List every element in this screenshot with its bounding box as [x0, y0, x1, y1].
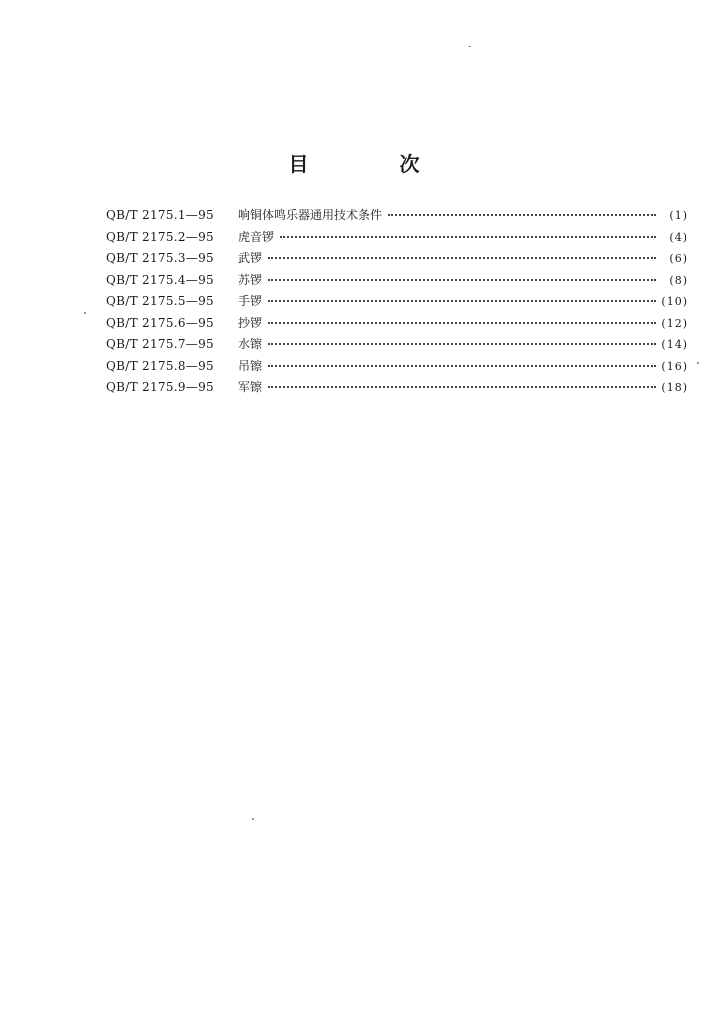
page-number: (1) — [669, 209, 688, 222]
page-number: (16) — [661, 359, 688, 373]
dot-leader — [268, 333, 656, 345]
dot-leader — [268, 376, 656, 388]
dot-leader — [268, 290, 656, 302]
toc-entry — [106, 313, 688, 335]
standard-number: QB/T 2175.9—95 — [106, 380, 214, 394]
page-number: (18) — [661, 381, 688, 394]
dot-leader — [268, 312, 656, 324]
toc-entry — [106, 356, 688, 378]
entry-title: 吊镲 — [238, 358, 263, 373]
standard-number: QB/T 2175.7—95 — [106, 337, 214, 351]
dot-leader — [280, 226, 656, 238]
entry-title: 手锣 — [238, 294, 263, 308]
entry-title: 军镲 — [238, 380, 263, 394]
toc-entry — [106, 377, 688, 399]
entry-title: 虎音锣 — [238, 229, 275, 244]
standard-number: QB/T 2175.8—95 — [106, 358, 214, 373]
standard-number: QB/T 2175.3—95 — [106, 251, 214, 265]
entry-title: 抄锣 — [238, 315, 263, 330]
page-number: (10) — [661, 295, 688, 308]
standard-number: QB/T 2175.5—95 — [106, 294, 214, 308]
page-number: (8) — [669, 273, 688, 287]
entry-title: 苏锣 — [238, 272, 263, 287]
entry-title: 响铜体鸣乐器通用技术条件 — [238, 208, 383, 222]
standard-number: QB/T 2175.2—95 — [106, 229, 214, 244]
dot-leader — [268, 247, 656, 259]
scan-speck — [697, 362, 699, 364]
page-number: (4) — [669, 230, 688, 244]
page-number: (6) — [669, 252, 688, 265]
scan-speck — [84, 312, 86, 314]
standard-number: QB/T 2175.6—95 — [106, 315, 214, 330]
toc-entry — [106, 270, 688, 292]
scan-speck — [468, 46, 471, 47]
standard-number: QB/T 2175.1—95 — [106, 208, 214, 222]
dot-leader — [268, 269, 656, 281]
dot-leader — [268, 355, 656, 367]
toc-entry — [106, 248, 688, 270]
entry-title: 水镲 — [238, 337, 263, 351]
toc-entry — [106, 334, 688, 356]
toc-entry — [106, 227, 688, 249]
toc-entry — [106, 205, 688, 227]
page-title: 目 次 — [288, 152, 462, 176]
entry-title: 武锣 — [238, 251, 263, 265]
table-of-contents — [106, 205, 688, 399]
dot-leader — [388, 204, 656, 216]
standard-number: QB/T 2175.4—95 — [106, 272, 214, 287]
page-number: (14) — [661, 338, 688, 351]
toc-entry — [106, 291, 688, 313]
page-number: (12) — [661, 316, 688, 330]
scan-speck — [252, 818, 254, 820]
